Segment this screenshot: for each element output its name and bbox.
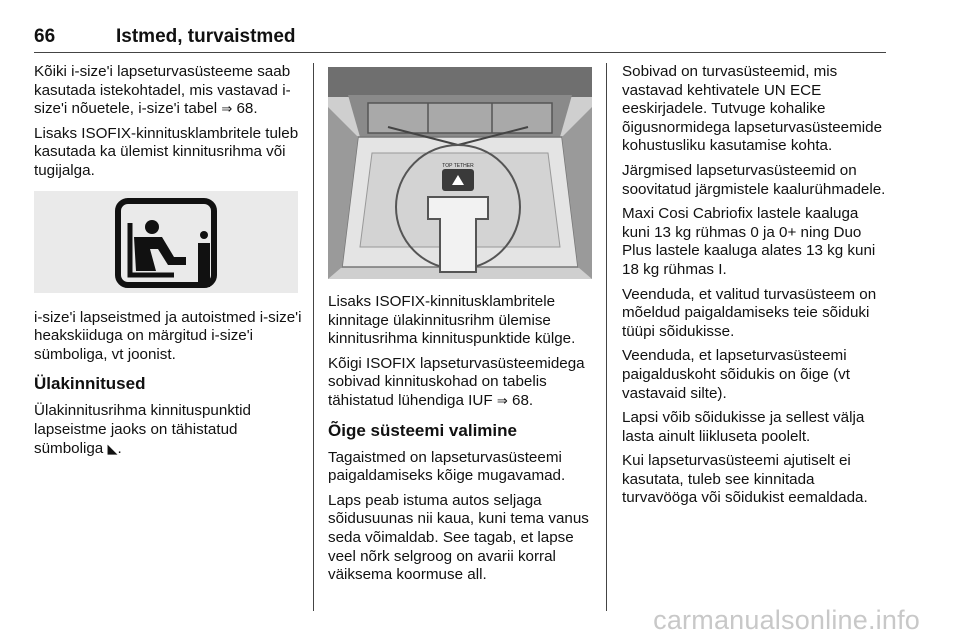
- paragraph: Lisaks ISOFIX-kinnitusklambritele tuleb kasutada ka ülemist kinnitusrihma või tugijalga.: [34, 124, 299, 179]
- page-ref[interactable]: 68.: [236, 100, 258, 118]
- paragraph: Veenduda, et valitud turvasüsteem on mõeldud paigaldamiseks teie sõiduki tüüpi sõidukisse.: [622, 285, 877, 340]
- isize-seat-icon: [34, 191, 298, 293]
- trunk-top-tether-figure: [328, 67, 592, 279]
- page-ref[interactable]: 68.: [512, 391, 534, 409]
- paragraph: Tagaistmed on lapseturvasüsteemi paigaldamiseks kõige mugavamad.: [328, 448, 566, 485]
- column-middle: [328, 63, 594, 591]
- column-divider: [606, 63, 607, 611]
- heading-system-selection: Õige süsteemi valimine: [328, 420, 517, 440]
- paragraph: Sobivad on turvasüsteemid, mis vastavad kehtivatele UN ECE eeskirjadele. Tutvuge kohalike õigusnormidega lapseturvasüsteemide kohustusliku kasutamise kohta.: [622, 63, 883, 155]
- paragraph: [328, 355, 594, 411]
- page-ref-icon[interactable]: ⇒: [496, 392, 508, 408]
- column-divider: [313, 63, 314, 611]
- paragraph-end: .: [117, 439, 122, 457]
- paragraph-text: Kõigi ISOFIX lapseturvasüsteemidega sobivad kinnituskohad on tabelis tähistatud lühendiga IUF: [328, 354, 585, 409]
- paragraph: Veenduda, et lapseturvasüsteemi paigalduskoht sõidukis on õige (vt vastavaid silte).: [622, 347, 850, 402]
- paragraph-text: Ülakinnitusrihma kinnituspunktid lapseistme jaoks on tähistatud sümboliga: [34, 402, 251, 457]
- paragraph: Laps peab istuma autos seljaga sõidusuunas nii kaua, kuni tema vanus seda võimaldab. See tagab, et lapse veel nõrk selgroog on avarii korral väiksema koormuse all.: [328, 491, 589, 584]
- top-tether-label: TOP TETHER: [442, 163, 474, 169]
- heading-top-tether: Ülakinnitused: [34, 374, 146, 394]
- page-ref-icon[interactable]: ⇒: [221, 101, 233, 117]
- trunk-illustration: [328, 67, 592, 279]
- paragraph: Järgmised lapseturvasüsteemid on soovitatud järgmistele kaalurühmadele.: [622, 161, 886, 198]
- page-number: 66: [34, 26, 56, 47]
- paragraph: Maxi Cosi Cabriofix lastele kaaluga kuni 13 kg rühmas 0 ja 0+ ning Duo Plus lastele kaaluga alates 13 kg kuni 18 kg rühmas I.: [622, 205, 876, 278]
- column-left: [34, 63, 306, 464]
- paragraph: Lisaks ISOFIX-kinnitusklambritele kinnitage ülakinnitusrihm ülemise kinnitusrihma kinnituspunktide külge.: [328, 293, 576, 348]
- section-title: Istmed, turvaistmed: [116, 26, 296, 47]
- paragraph: i-size'i lapseistmed ja autoistmed i-size'i heakskiiduga on märgitud i-size'i sümboliga, vt joonist.: [34, 308, 302, 363]
- paragraph: [34, 63, 306, 119]
- paragraph-text: Kõiki i-size'i lapseturvasüsteeme saab kasutada istekohtadel, mis vastavad i-size'i nõuetele, i-size'i tabel: [34, 63, 291, 118]
- paragraph: Kui lapseturvasüsteemi ajutiselt ei kasutata, tuleb see kinnitada turvavööga või sõidukist eemaldada.: [622, 452, 868, 507]
- watermark: carmanualsonline.info: [653, 605, 920, 635]
- paragraph: [34, 402, 306, 458]
- paragraph: Lapsi võib sõidukisse ja sellest välja lasta ainult liikluseta poolelt.: [622, 409, 865, 445]
- isize-symbol-figure: [34, 191, 298, 293]
- column-right: [622, 63, 890, 514]
- top-tether-icon: ◣: [107, 440, 118, 456]
- page-header: [34, 26, 886, 53]
